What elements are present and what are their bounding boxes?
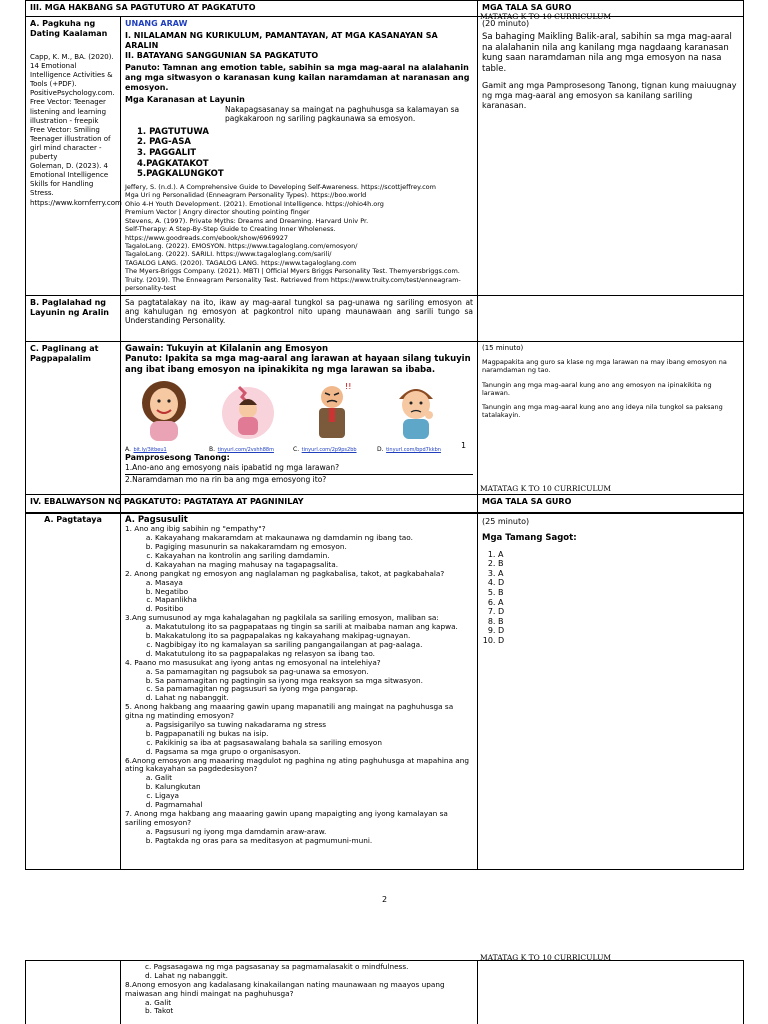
reference-entry: Ohio 4-H Youth Development. (2021). Emotional Intelligence. https://ohio4h.org [125, 199, 384, 208]
picture-c-caption: C. tinyurl.com/2p9ps2bb [293, 446, 357, 454]
quiz-choice: a. Pagsisigarilyo sa tuwing nakadarama ng stress [155, 721, 473, 730]
content-a-dating-kaalaman [121, 17, 478, 296]
reference-entry: TagaloLang. (2022). EMOSYON. https://www.tagaloglang.com/emosyon/ [125, 241, 358, 250]
activity-title: Gawain: Tukuyin at Kilalanin ang Emosyon [125, 343, 329, 354]
quiz-choice: a. Makatutulong ito sa pagpapataas ng tingin sa sarili at maibaba naman ang kapwa. [155, 623, 473, 632]
picture-d-link[interactable]: tinyurl.com/bpd7kkbn [386, 447, 441, 454]
content-c-paglinang [121, 341, 478, 513]
page-three-table [25, 960, 744, 1024]
content-b-layunin: Sa pagtatalakay na ito, ikaw ay mag-aaral tungkol sa pag-unawa ng sariling emosyon at ang kahulugan ng emosyon at pagkontrol nito upang maunawaan ang sarili tungo sa Understanding Personality. [121, 295, 478, 341]
quiz-choice: b. Sa pamamagitan ng pagtingin sa iyong mga reaksyon sa mga sitwasyon. [155, 677, 473, 686]
quiz-questions [125, 525, 473, 845]
emotion-item: 2. PAG-ASA [137, 137, 191, 148]
processing-questions-title: Pamprosesong Tanong: [125, 453, 230, 463]
curriculum-label-page2: MATATAG K TO 10 CURRICULUM [480, 484, 612, 493]
quiz-choices [125, 668, 473, 704]
picture-a-link[interactable]: bit.ly/3itbeu1 [133, 447, 167, 454]
quiz-choice: a. Sa pamamagitan ng pagsubok sa pag-unawa sa emosyon. [155, 668, 473, 677]
reference-list [125, 183, 473, 293]
quiz-choice: d. Pagsama sa mga grupo o organisasyon. [155, 748, 473, 757]
quiz-question: 3.Ang sumusunod ay mga kahalagahan ng pagkilala sa sariling emosyon, maliban sa: [125, 613, 439, 623]
reference-entry: Self-Therapy: A Step-By-Step Guide to Creating Inner Wholeness. https://www.goodreads.com/ebook/show/6969927 [125, 225, 336, 242]
notes-c-line: Tanungin ang mga mag-aaral kung ano ang ideya nila tungkol sa paksang tatalakayin. [482, 402, 723, 419]
quiz-choice: c. Pakikinig sa iba at pagsasawalang bahala sa sariling emosyon [155, 739, 473, 748]
emotion-item: 4.PAGKATAKOT [137, 158, 209, 169]
quiz-choice: b. Pagtakda ng oras para sa meditasyon at pagmumuni-muni. [155, 837, 473, 846]
answer-key-item: 4. D [498, 578, 739, 588]
quiz-choices [125, 623, 473, 659]
answer-key-cell [478, 513, 744, 870]
quiz-question: 5. Anong hakbang ang maaaring gawin upang mapanatili ang maingat na paghuhusga sa gitna ng matinding emosyon? [125, 702, 454, 721]
angry-man-icon [293, 379, 371, 441]
quiz-choices [125, 534, 473, 570]
quiz-choice: c. Mapanlikha [155, 596, 473, 605]
svg-text:!!: !! [345, 382, 352, 392]
reference-entry: TAGALOG LANG. (2020). TAGALOG LANG. https://www.tagaloglang.com [125, 258, 357, 267]
notes-minutes: (20 minuto) [482, 19, 530, 28]
section-four-table [25, 494, 744, 870]
curriculum-content-header: I. NILALAMAN NG KURIKULUM, PAMANTAYAN, AT MGA KASANAYAN SA ARALIN [125, 31, 438, 50]
quiz-title: A. Pagsusulit [125, 515, 188, 525]
quiz-choice: b. Pagpapanatili ng bukas na isip. [155, 730, 473, 739]
overlapping-refs-left: Capp, K. M., BA. (2020). 14 Emotional Intelligence Activities & Tools (+PDF). PositivePsychology.com. Free Vector: Teenager listening and learning illustration - freepik Free Vector: Smiling Teenager illustration of girl mind character - puberty Goleman, D. (2023). 4 Emotional Intelligence Skills for Handling Stress. https://www.kornferry.com [30, 53, 122, 207]
answer-key-item: 5. B [498, 588, 739, 598]
quiz-choice: a. Galit [145, 997, 172, 1007]
picture-d-caption: D. tinyurl.com/bpd7kkbn [377, 446, 441, 454]
picture-b-caption: B. tinyurl.com/2vshh88m [209, 446, 274, 454]
quiz-choice: b. Takot [145, 1006, 174, 1016]
quiz-choice: a. Kakayahang makaramdam at makaunawa ng damdamin ng ibang tao. [155, 534, 473, 543]
emotion-picture-a [125, 379, 203, 454]
quiz-content [121, 513, 478, 870]
processing-question: 1.Ano-ano ang emosyong nais ipabatid ng mga larawan? [125, 463, 473, 474]
emotion-item: 3. PAGGALIT [137, 148, 197, 158]
picture-a-caption: A. bit.ly/3itbeu1 [125, 446, 167, 454]
answer-key-item: 8. B [498, 617, 739, 627]
quiz-choice: a. Pagsusuri ng iyong mga damdamin araw-araw. [155, 828, 473, 837]
emotion-item: 1. PAGTUTUWA [137, 126, 209, 137]
answer-key-item: 10. D [498, 636, 739, 646]
quiz-choice: c. Kakayahan na kontrolin ang sariling damdamin. [155, 552, 473, 561]
quiz-question: 1. Ano ang ibig sabihin ng "empathy"? [125, 524, 266, 534]
reference-entry: TagaloLang. (2022). SARILI. https://www.tagaloglang.com/sarili/ [125, 250, 332, 259]
quiz-choice: d. Lahat ng nabanggit. [145, 970, 228, 980]
emotion-picture-c [293, 379, 371, 454]
answer-key-item: 9. D [498, 626, 739, 636]
quiz-choice: c. Ligaya [155, 792, 473, 801]
happy-woman-icon [125, 379, 203, 441]
answer-key-item: 3. A [498, 569, 739, 579]
label-a-dating-kaalaman: A. Pagkuha ng Dating Kaalaman Capp, K. M., BA. (2020). 14 Emotional Intelligence Activities & Tools (+PDF). PositivePsychology.com. Free Vector: Teenager listening and learning illustration - freepik Free Vector: Smiling Teenager illustration of girl mind character - puberty Goleman, D. (2023). 4 Emotional Intelligence Skills for Handling Stress. https://www.kornferry.com [26, 17, 121, 296]
answer-key-title: Mga Tamang Sagot: [482, 533, 577, 543]
teacher-notes-header: MGA TALA SA GURO [478, 1, 744, 17]
quiz-minutes: (25 minuto) [482, 517, 530, 526]
emotion-pictures [125, 379, 473, 454]
emotion-table-instruction: Panuto: Tamnan ang emotion table, sabihin sa mga mag-aaral na alalahanin ang mga sitwasyon o karanasan kung kailan naramdaman at naranasan ang emosyon. [125, 63, 470, 92]
activity-instruction: Panuto: Ipakita sa mga mag-aaral ang larawan at hayaan silang tukuyin ang ibat ibang emosyon na ipinakikita ng mga larawan sa ibaba. [125, 354, 471, 375]
quiz-choices [125, 774, 473, 810]
quiz-question: 7. Anong mga hakbang ang maaaring gawin upang mapaigting ang iyong kamalayan sa sariling emosyon? [125, 808, 448, 827]
notes-c-line: Tanungin ang mga mag-aaral kung ano ang emosyon na ipinakikita ng larawan. [482, 380, 712, 397]
sad-girl-broken-heart-icon [209, 379, 287, 441]
quiz-choice: a. Galit [155, 774, 473, 783]
quiz-choices [125, 579, 473, 615]
quiz-choice: b. Negatibo [155, 588, 473, 597]
quiz-choice: b. Makakatulong ito sa pagpapalakas ng kakayahang makipag-ugnayan. [155, 632, 473, 641]
answer-key-item: 6. A [498, 598, 739, 608]
notes-processing-questions: Gamit ang mga Pamprosesong Tanong, tignan kung maiuugnay ng mga mag-aaral ang emosyon sa kanilang sariling karanasan. [482, 80, 737, 110]
quiz-choice: c. Sa pamamagitan ng pagsusuri sa iyong mga pangarap. [155, 685, 473, 694]
curriculum-label-top: MATATAG K TO 10 CURRICULUM [480, 12, 612, 21]
quiz-choice: d. Pagmamahal [155, 801, 473, 810]
quiz-choice: c. Nagbibigay ito ng kamalayan sa sariling pangangailangan at pag-aalaga. [155, 641, 473, 650]
quiz-question: 6.Anong emosyon ang maaaring magdulot ng paghina ng ating paghuhusga at mapahina ang ating kakayahan sa pagdedesisyon? [125, 755, 470, 774]
reference-entry: Truity. (2019). The Enneagram Personality Test. Retrieved from https://www.truity.com/test/enneagram-personality-test [125, 275, 461, 293]
quiz-choice: b. Kalungkutan [155, 783, 473, 792]
reference-entry: Premium Vector | Angry director shouting pointing finger [125, 208, 310, 217]
quiz-question: 8.Anong emosyon ang kadalasang kinakailangan nating maunawaan ng maayos upang maiwasan ang hindi maingat na paghuhusga? [125, 979, 445, 998]
quiz-choice: d. Positibo [155, 605, 473, 614]
answer-key-item: 7. D [498, 607, 739, 617]
section-three-header: III. MGA HAKBANG SA PAGTUTURO AT PAGKATUTO [26, 1, 478, 17]
picture-c-link[interactable]: tinyurl.com/2p9ps2bb [301, 447, 357, 454]
emotion-picture-b [209, 379, 287, 454]
first-day-title: UNANG ARAW [125, 19, 188, 28]
quiz-choice: d. Makatutulong ito sa pagpapalakas ng relasyon sa ibang tao. [155, 650, 473, 659]
section-three-table [25, 0, 744, 514]
quiz-continuation [121, 961, 478, 1024]
teacher-notes-header-2: MGA TALA SA GURO [478, 495, 744, 513]
section-four-header: IV. EBALWAYSON NG PAGKATUTO: PAGTATAYA AT PAGNINILAY [26, 495, 478, 513]
worried-boy-icon [377, 379, 455, 441]
notes-minutes-2: (15 minuto) [482, 343, 524, 352]
quiz-choice: d. Lahat ng nabanggit. [155, 694, 473, 703]
quiz-question: 2. Anong pangkat ng emosyon ang naglalaman ng pagkabalisa, takot, at pagkabahala? [125, 568, 445, 578]
teacher-notes-a [478, 17, 744, 296]
objective-text: Nakapagsasanay sa maingat na paghuhusga sa kalamayan sa pagkakaroon ng sariling pagkaunawa sa emosyon. [225, 105, 460, 124]
notes-balik-aral: Sa bahaging Maikling Balik-aral, sabihin sa mga mag-aaral na alalahanin nila ang kanilang mga nagdaang karanasan kung saan naramdaman nila ang mga emosyon na nasa table. [482, 32, 732, 74]
quiz-choices [125, 828, 473, 846]
quiz-choices [125, 721, 473, 757]
quiz-choice: d. Kakayahan na maging mahusay na tagapagsalita. [155, 561, 473, 570]
curriculum-label-page3: MATATAG K TO 10 CURRICULUM [480, 953, 612, 962]
reference-entry: Jeffery, S. (n.d.). A Comprehensive Guide to Developing Self-Awareness. https://scottjeffrey.com [125, 182, 436, 191]
emotion-picture-d [377, 379, 455, 454]
reference-entry: Mga Uri ng Personalidad (Enneagram Personality Types). https://boo.world [125, 191, 367, 200]
quiz-choice: c. Pagsasagawa ng mga pagsasanay sa pagmamalasakit o mindfulness. [145, 962, 409, 971]
label-b-layunin: B. Paglalahad ng Layunin ng Aralin [26, 295, 121, 341]
quiz-question: 4. Paano mo masusukat ang iyong antas ng emosyonal na intelehiya? [125, 657, 381, 667]
learning-resources-header: II. BATAYANG SANGGUNIAN SA PAGKATUTO [125, 51, 319, 60]
emotion-list [137, 127, 473, 180]
experiences-objectives: Mga Karanasan at Layunin [125, 95, 245, 104]
answer-key-list [482, 550, 739, 646]
label-pagtataya: A. Pagtataya [26, 513, 121, 870]
reference-entry: Stevens, A. (1997). Private Myths: Dreams and Dreaming. Harvard Univ Pr. [125, 216, 369, 225]
label-c-paglinang: C. Paglinang at Pagpapalalim [26, 341, 121, 513]
quiz-choice: b. Pagiging masunurin sa nakakaramdam ng emosyon. [155, 543, 473, 552]
processing-question: 2.Naramdaman mo na rin ba ang mga emosyong ito? [125, 474, 327, 484]
quiz-choice: a. Masaya [155, 579, 473, 588]
answer-key-item: 2. B [498, 559, 739, 569]
picture-counter: 1 [461, 441, 467, 451]
emotion-item: 5.PAGKALUNGKOT [137, 169, 224, 180]
page-number: 2 [382, 895, 388, 904]
reference-entry: The Myers-Briggs Company. (2021). MBTI | Official Myers Briggs Personality Test. Themyersbriggs.com. [125, 267, 460, 276]
notes-c-line: Magpapakita ang guro sa klase ng mga larawan na may ibang emosyon na naramdaman ng tao. [482, 358, 727, 375]
answer-key-item: 1. A [498, 550, 739, 560]
picture-b-link[interactable]: tinyurl.com/2vshh88m [217, 447, 274, 454]
